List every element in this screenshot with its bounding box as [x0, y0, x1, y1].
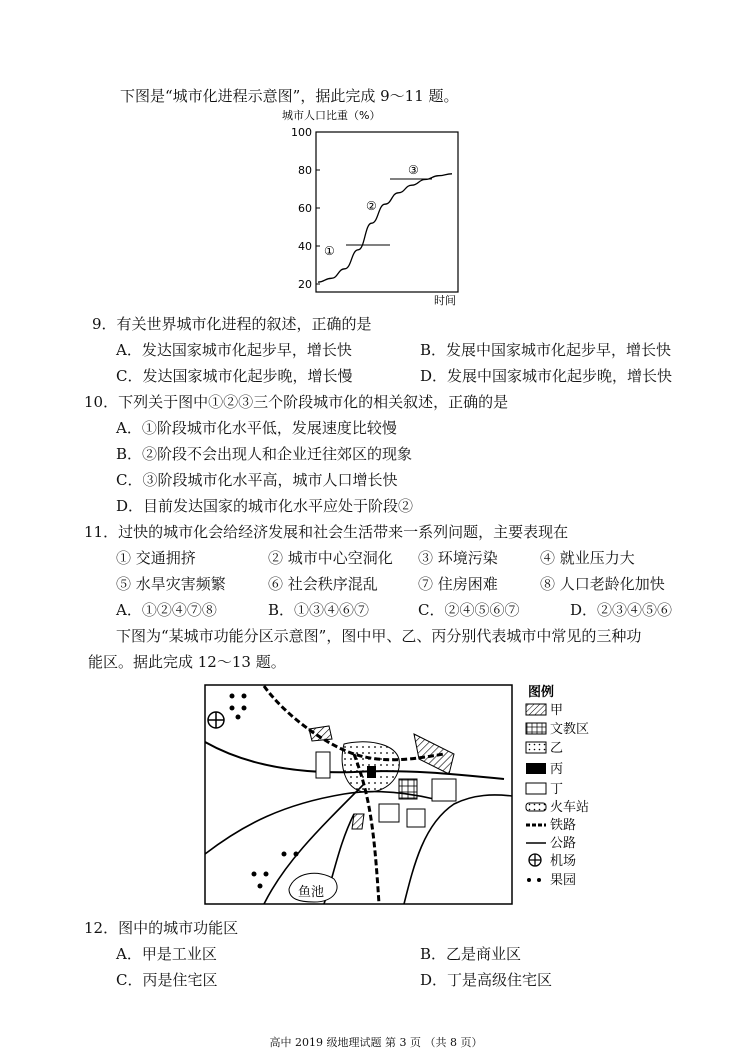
legend-swatch-bing — [526, 763, 546, 774]
q11-option-a: A．①②④⑦⑧ — [116, 601, 217, 619]
legend-swatch-wenjiao — [526, 723, 546, 734]
chart-frame — [316, 132, 458, 292]
y-tick-label: 40 — [298, 240, 312, 253]
legend-label: 乙 — [550, 741, 564, 756]
map-frame — [205, 685, 512, 904]
orchard-icon — [527, 878, 541, 882]
q12-option-b: B．乙是商业区 — [420, 945, 522, 963]
page-footer: 高中 2019 级地理试题 第 3 页 （共 8 页） — [269, 1036, 483, 1049]
zone-ding — [407, 809, 425, 827]
map-legend — [522, 682, 632, 896]
y-tick-label: 60 — [298, 202, 312, 215]
q11-item: ① 交通拥挤 — [116, 549, 196, 567]
y-tick-label: 100 — [291, 126, 312, 139]
legend-label: 甲 — [550, 703, 564, 718]
legend-label: 铁路 — [550, 818, 577, 833]
stage-marker-2: ② — [366, 199, 377, 213]
stage-marker-1: ① — [324, 244, 335, 258]
legend-label: 丁 — [550, 782, 564, 797]
chart-ylabel: 城市人口比重（%） — [282, 109, 381, 122]
q9-stem: 9．有关世界城市化进程的叙述，正确的是 — [92, 315, 372, 333]
q9-option-d: D．发展中国家城市化起步晚，增长快 — [420, 367, 673, 385]
q11-item: ⑦ 住房困难 — [418, 575, 498, 593]
legend-title: 图例 — [528, 685, 555, 700]
q9-option-b: B．发展中国家城市化起步早，增长快 — [420, 341, 672, 359]
q11-item: ⑧ 人口老龄化加快 — [540, 575, 665, 593]
zone-jia — [352, 814, 364, 829]
zone-ding — [316, 752, 330, 778]
q9-option-a: A．发达国家城市化起步早，增长快 — [116, 341, 352, 359]
stage-marker-3: ③ — [408, 163, 419, 177]
q11-option-d: D．②③④⑤⑥ — [570, 601, 673, 619]
q9-option-c: C．发达国家城市化起步晚，增长慢 — [116, 367, 353, 385]
zone-ding — [379, 804, 399, 822]
q12-option-d: D．丁是高级住宅区 — [420, 971, 553, 989]
intro-text-1: 下图是“城市化进程示意图”，据此完成 9～11 题。 — [120, 87, 459, 105]
intro-text-2a: 下图为“某城市功能分区示意图”，图中甲、乙、丙分别代表城市中常见的三种功 — [116, 627, 642, 645]
q12-stem: 12．图中的城市功能区 — [84, 919, 239, 937]
q10-option-b: B．②阶段不会出现人和企业迁往郊区的现象 — [116, 445, 413, 463]
map-svg — [204, 684, 514, 906]
q11-option-c: C．②④⑤⑥⑦ — [418, 601, 520, 619]
legend-swatch-ding — [526, 783, 546, 794]
train-station-icon — [526, 803, 546, 811]
q11-option-b: B．①③④⑥⑦ — [268, 601, 370, 619]
chart-xlabel: 时间 — [434, 294, 456, 306]
chart-svg — [280, 106, 480, 306]
urbanization-chart — [280, 106, 480, 310]
zone-jia — [309, 726, 332, 741]
q10-option-d: D．目前发达国家的城市化水平应处于阶段② — [116, 497, 414, 515]
legend-swatch-jia — [526, 704, 546, 715]
q10-option-a: A．①阶段城市化水平低，发展速度比较慢 — [116, 419, 397, 437]
legend-swatch-yi — [526, 742, 546, 753]
y-tick-label: 20 — [298, 278, 312, 291]
intro-text-2b: 能区。据此完成 12～13 题。 — [88, 653, 286, 671]
q11-item: ⑤ 水旱灾害频繁 — [116, 575, 226, 593]
zone-bing — [367, 766, 376, 778]
y-tick-label: 80 — [298, 164, 312, 177]
q12-option-c: C．丙是住宅区 — [116, 971, 218, 989]
zone-wenjiao — [399, 779, 417, 799]
q11-item: ⑥ 社会秩序混乱 — [268, 575, 378, 593]
legend-label: 公路 — [550, 836, 577, 851]
legend-label: 机场 — [550, 854, 577, 869]
q11-item: ③ 环境污染 — [418, 549, 498, 567]
legend-label: 火车站 — [550, 800, 590, 815]
zone-ding — [432, 779, 456, 801]
pond-label: 鱼池 — [298, 885, 325, 900]
legend-label: 果园 — [550, 873, 577, 888]
city-function-map — [204, 684, 514, 910]
legend-label: 丙 — [550, 762, 564, 777]
q11-item: ④ 就业压力大 — [540, 549, 635, 567]
q11-item: ② 城市中心空洞化 — [268, 549, 393, 567]
q11-stem: 11．过快的城市化会给经济发展和社会生活带来一系列问题，主要表现在 — [84, 523, 569, 541]
legend-label: 文教区 — [550, 722, 590, 737]
q12-option-a: A．甲是工业区 — [116, 945, 217, 963]
q10-option-c: C．③阶段城市化水平高，城市人口增长快 — [116, 471, 398, 489]
chart-curve — [318, 174, 452, 282]
q10-stem: 10．下列关于图中①②③三个阶段城市化的相关叙述，正确的是 — [84, 393, 509, 411]
